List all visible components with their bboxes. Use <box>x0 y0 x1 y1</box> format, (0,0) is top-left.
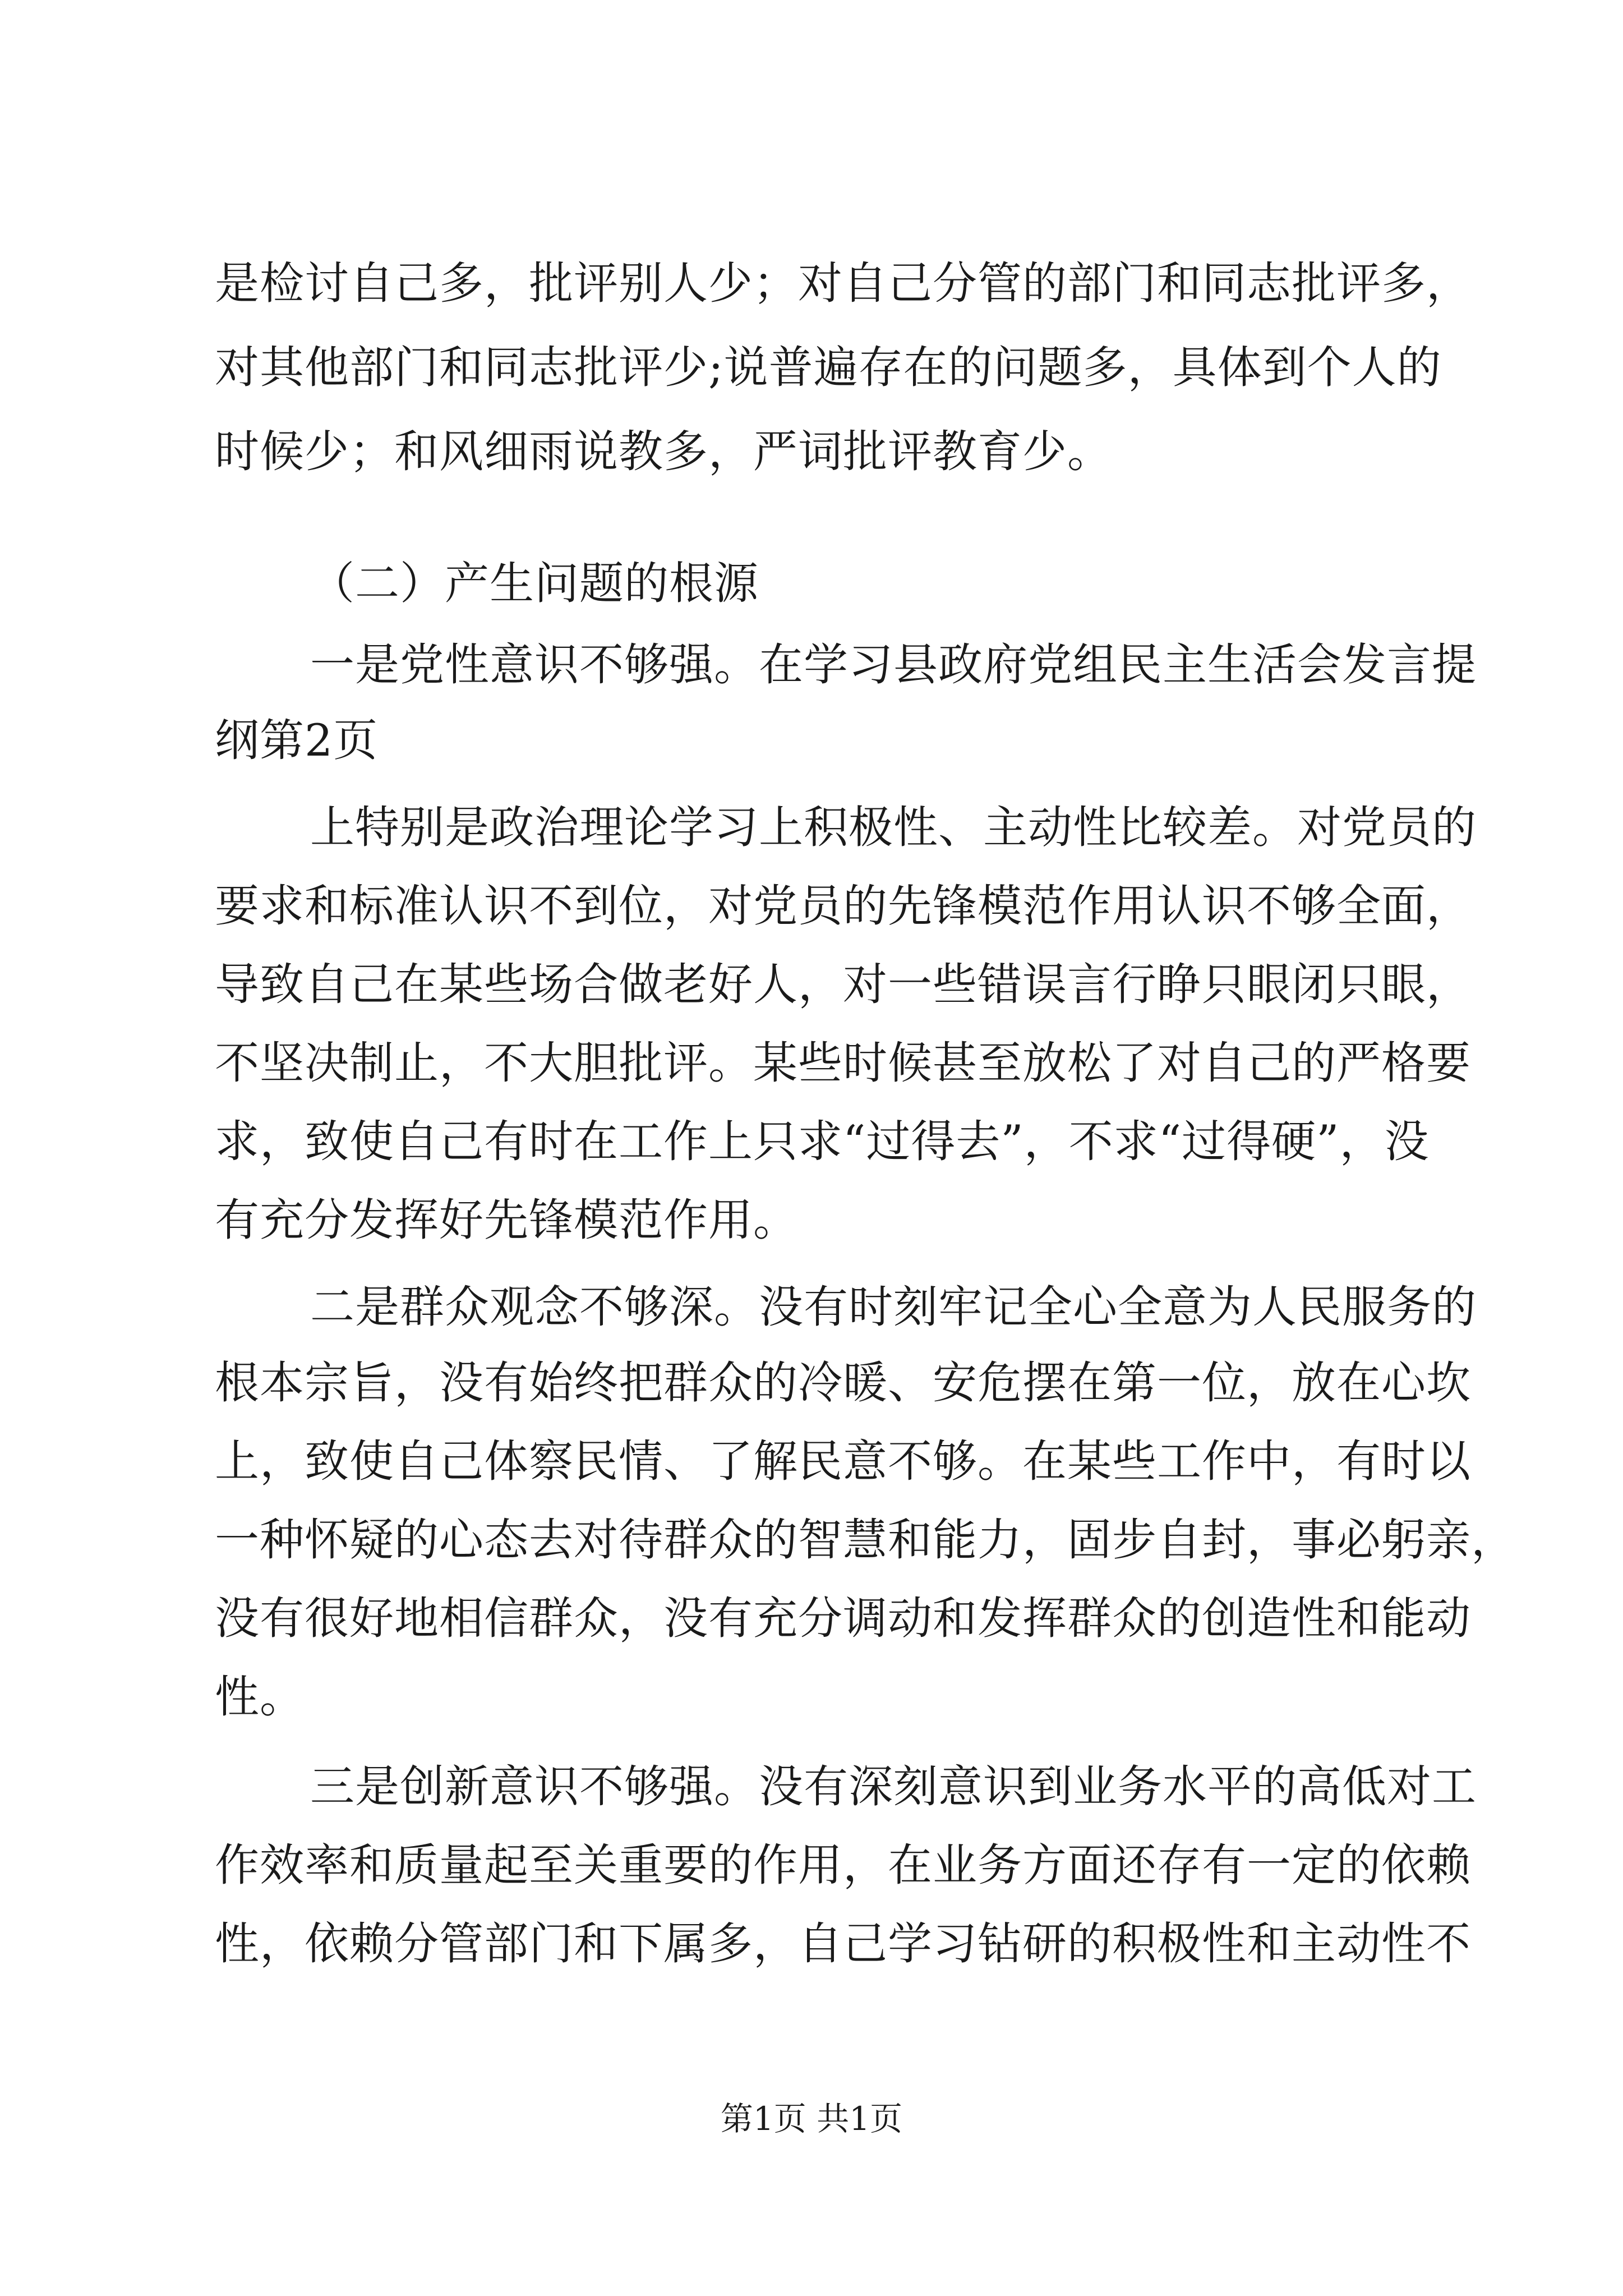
paragraph-start: 二是群众观念不够深。没有时刻牢记全心全意为人民服务的 <box>310 1281 1477 1333</box>
text-line: 不坚决制止，不大胆批评。某些时候甚至放松了对自己的严格要 <box>215 1037 1471 1089</box>
text-line: 性，依赖分管部门和下属多，自己学习钻研的积极性和主动性不 <box>215 1918 1471 1970</box>
text-line: 根本宗旨，没有始终把群众的冷暖、安危摆在第一位，放在心坎 <box>215 1357 1471 1409</box>
text-line: 有充分发挥好先锋模范作用。 <box>215 1194 798 1246</box>
page-footer: 第1页 共1页 <box>720 2100 903 2138</box>
text-line: 一种怀疑的心态去对待群众的智慧和能力，固步自封，事必躬亲， <box>215 1514 1516 1566</box>
text-line: 导致自己在某些场合做老好人，对一些错误言行睁只眼闭只眼， <box>215 959 1471 1010</box>
text-line: 要求和标准认识不到位，对党员的先锋模范作用认识不够全面， <box>215 880 1471 932</box>
text-line: 是检讨自己多，批评别人少；对自己分管的部门和同志批评多， <box>215 257 1471 309</box>
text-line: 求，致使自己有时在工作上只求“过得去”，不求“过得硬”，没 <box>215 1116 1430 1167</box>
paragraph-start: 上特别是政治理论学习上积极性、主动性比较差。对党员的 <box>310 802 1477 853</box>
text-line: 上，致使自己体察民情、了解民意不够。在某些工作中，有时以 <box>215 1435 1471 1487</box>
text-line: 性。 <box>215 1671 305 1723</box>
paragraph-start: 三是创新意识不够强。没有深刻意识到业务水平的高低对工 <box>310 1761 1477 1812</box>
text-line: 时候少；和风细雨说教多，严词批评教育少。 <box>215 426 1112 477</box>
text-line: 对其他部门和同志批评少;说普遍存在的问题多，具体到个人的 <box>215 342 1442 393</box>
paragraph-start: 一是党性意识不够强。在学习县政府党组民主生活会发言提 <box>310 639 1477 691</box>
text-line: 没有很好地相信群众，没有充分调动和发挥群众的创造性和能动 <box>215 1593 1471 1644</box>
section-heading: （二）产生问题的根源 <box>310 558 759 609</box>
text-line: 作效率和质量起至关重要的作用，在业务方面还存有一定的依赖 <box>215 1839 1471 1891</box>
text-line: 纲第2页 <box>215 715 379 766</box>
